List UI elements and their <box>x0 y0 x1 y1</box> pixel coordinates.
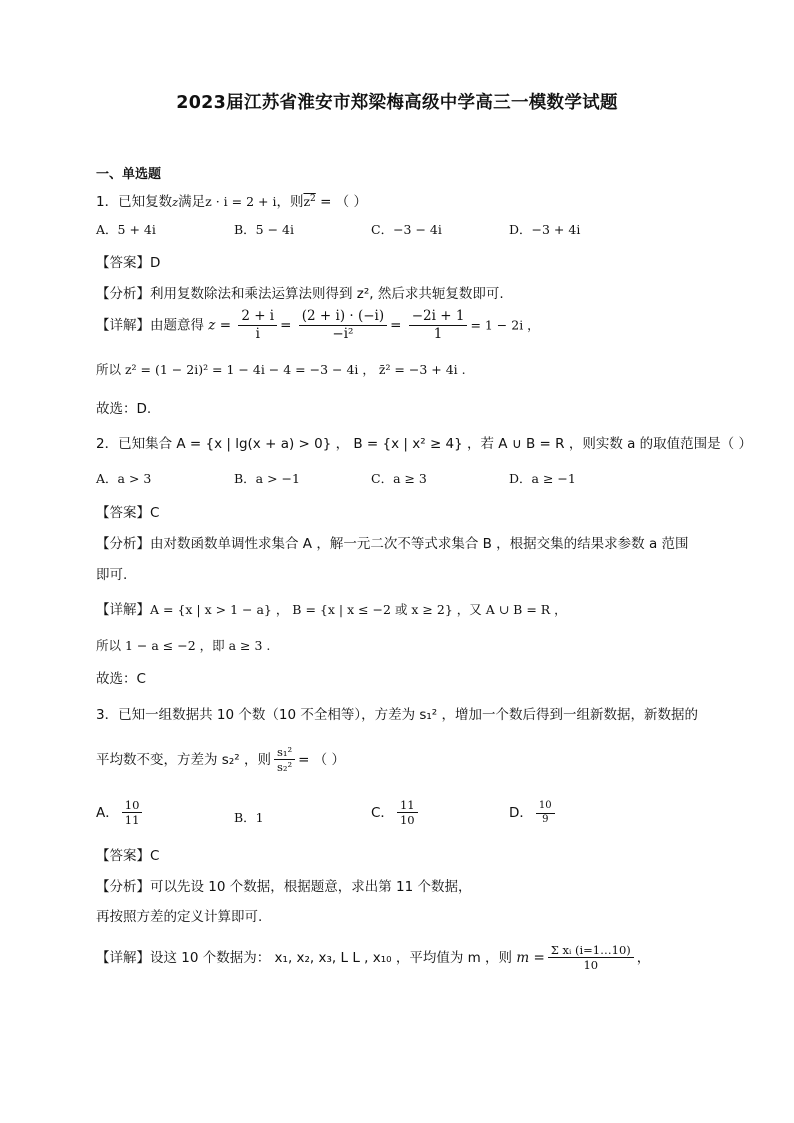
q3-detail <box>96 943 650 973</box>
q2-answer-value: C <box>150 505 160 521</box>
q2-detail-text: A = {x | x > 1 − a} ， B = {x | x ≤ −2 或 x ≥ 2} ，又 A ∪ B = R ， <box>150 602 567 617</box>
q3-analysis-cont: 再按照方差的定义计算即可. <box>96 909 263 925</box>
detail-tag: 【详解】 <box>96 317 150 334</box>
q1-detail: 【详解】由题意得 z = $\frac{2 + i}{i}$ = $\frac{(2 + i) \cdot (-i)}{\text{−i²}}$ = $\frac{-2i + 1}{1}$ = 1 − 2i ， <box>96 308 540 342</box>
q1-stem: 1．已知复数z满足z · i = 2 + i，则$z^2$ = （ ） <box>96 193 367 210</box>
q3-detail-prefix: 设这 10 个数据为： x₁, x₂, x₃, L L , x₁₀ ，平均值为 m ，则 <box>150 949 513 966</box>
analysis-tag: 【分析】 <box>96 536 150 552</box>
q1-option-d: D．−3 + 4i <box>509 222 581 237</box>
q2-analysis-text: 由对数函数单调性求集合 A ，解一元二次不等式求集合 B ，根据交集的结果求参数 a 范围 <box>150 536 689 552</box>
q1-fraction-2: $\frac{(2 + i) \cdot (-i)}{\text{−i²}}$ <box>299 308 387 343</box>
q2-stem: 2．已知集合 A = {x | lg(x + a) > 0} ， B = {x | x² ≥ 4} ，若 A ∪ B = R ，则实数 a 的取值范围是（ ） <box>96 436 752 452</box>
q1-analysis-text: 利用复数除法和乘法运算法则得到 z², 然后求共轭复数即可. <box>150 286 504 302</box>
q3-option-c: C． $\frac{11}{10}$ <box>371 798 421 828</box>
q3-analysis <box>96 875 472 895</box>
q3-answer-value: C <box>150 848 160 864</box>
analysis-tag: 【分析】 <box>96 286 150 302</box>
q1-stem-mid: 满足 <box>178 194 206 210</box>
q3-stem-cont <box>96 745 345 775</box>
section-heading: 一、单选题 <box>96 167 162 182</box>
analysis-tag: 【分析】 <box>96 879 150 895</box>
q1-stem-prefix: 1．已知复数 <box>96 194 173 210</box>
q1-option-b: B．5 − 4i <box>234 222 295 237</box>
q3-option-d: D． $\frac{10}{9}$ <box>509 800 558 826</box>
q2-option-c: C．a ≥ 3 <box>371 471 427 486</box>
q3-stem-suffix: = （ ） <box>298 751 345 768</box>
answer-tag: 【答案】 <box>96 255 150 271</box>
q3-detail-suffix: ， <box>636 949 651 966</box>
q2-detail-line2: 所以 1 − a ≤ −2 ，即 a ≥ 3 . <box>96 638 271 653</box>
q3-mean-symbol: m = <box>516 949 545 966</box>
q2-answer <box>96 501 159 521</box>
q1-stem-end: = （ ） <box>315 194 367 210</box>
q3-stem-prefix: 平均数不变，方差为 s₂² ，则 <box>96 751 271 768</box>
q1-fraction-1: $\frac{2 + i}{i}$ <box>238 308 277 343</box>
page-title: 2023届江苏省淮安市郑梁梅高级中学高三一模数学试题 <box>176 93 618 113</box>
detail-tag: 【详解】 <box>96 602 150 618</box>
q2-conclusion: 故选：C <box>96 671 146 687</box>
q1-answer-value: D <box>150 255 161 271</box>
q2-analysis-cont: 即可. <box>96 567 128 583</box>
answer-tag: 【答案】 <box>96 505 150 521</box>
detail-tag: 【详解】 <box>96 949 150 966</box>
q3-option-b: B．1 <box>234 810 264 825</box>
q1-detail-result: = 1 − 2i ， <box>470 317 540 333</box>
q1-conclusion: 故选：D. <box>96 401 152 417</box>
q2-option-d: D．a ≥ −1 <box>509 471 576 486</box>
q1-stem-suffix: ，则 <box>276 194 304 210</box>
q1-option-c: C．−3 − 4i <box>371 222 442 237</box>
q3-stem: 3．已知一组数据共 10 个数（10 不全相等），方差为 s₁² ，增加一个数后得到一组新数据，新数据的 <box>96 707 699 723</box>
q3-analysis-text: 可以先设 10 个数据，根据题意，求出第 11 个数据， <box>150 879 472 895</box>
q1-stem-eq: z · i = 2 + i <box>205 194 277 209</box>
q1-analysis <box>96 282 504 302</box>
q3-answer <box>96 844 159 864</box>
q2-option-b: B．a > −1 <box>234 471 300 486</box>
q2-option-a: A．a > 3 <box>96 471 152 486</box>
q1-detail-prefix: 由题意得 <box>150 317 204 334</box>
q3-option-a: A． $\frac{10}{11}$ <box>96 798 145 828</box>
q2-analysis <box>96 532 689 552</box>
q3-mean-fraction: $\frac{\text{Σ xᵢ (i=1…10)}}{10}$ <box>548 943 634 973</box>
q1-answer <box>96 251 160 271</box>
answer-tag: 【答案】 <box>96 848 150 864</box>
q2-detail <box>96 598 567 618</box>
q1-fraction-3: $\frac{-2i + 1}{1}$ <box>409 308 468 343</box>
q1-detail-line2: 所以 z² = (1 − 2i)² = 1 − 4i − 4 = −3 − 4i ， z̄² = −3 + 4i . <box>96 362 466 377</box>
q1-option-a: A．5 + 4i <box>96 222 156 237</box>
q3-stem-fraction: $\frac{\text{s₁²}}{\text{s₂²}}$ <box>274 745 295 775</box>
